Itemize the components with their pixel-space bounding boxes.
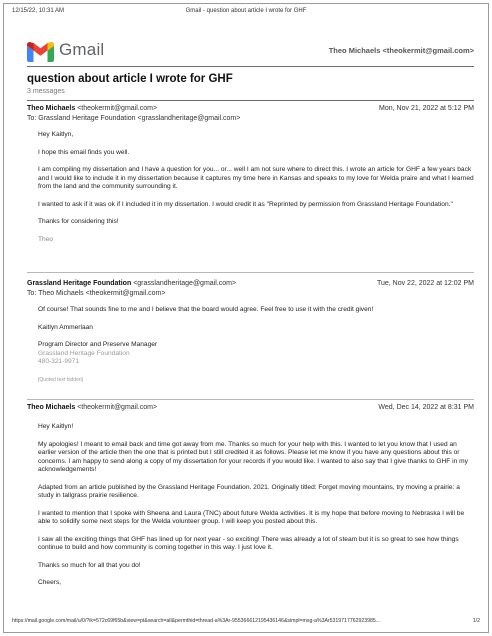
message-date: Wed, Dec 14, 2022 at 8:31 PM: [378, 404, 474, 411]
body-paragraph: Hey Kaitlyn!: [38, 423, 74, 430]
message-1: [27, 105, 474, 253]
body-paragraph: My apologies! I meant to email back and time got away from me. Thanks so much for your help with this. I wanted to let you know that I used an earlier version of the article then the one that is printed but I still credited it as follows. Please let me know if you have any questions about this or concerns. I am happy to send along a copy of my dissertation for your records if you would like. I wanted to also say that I give thanks to GHF in my acknowledgements!: [38, 440, 468, 473]
sender-name: Grassland Heritage Foundation: [27, 280, 132, 287]
body-paragraph: I am compiling my dissertation and I have a question for you... or... well I am not sure where to direct this. I wrote an article for GHF a few years back and I would like to include it in my dissertation because it captures my time here in Kansas and speaks to my love for Welda praire and what I learned from the land and the community surrounding it.: [38, 166, 474, 190]
sender-name: Theo Michaels: [27, 404, 76, 411]
print-datetime: 12/15/22, 10:31 AM: [12, 8, 65, 14]
body-paragraph: I hope this email finds you well.: [38, 148, 130, 156]
message-body: [27, 131, 474, 244]
header-row: [27, 40, 474, 64]
gmail-wordmark: Gmail: [59, 40, 105, 59]
message-header: [27, 404, 474, 413]
signature-title: Program Director and Preserve Manager: [38, 341, 158, 348]
message-date: Mon, Nov 21, 2022 at 5:12 PM: [379, 105, 474, 112]
quoted-text-hidden: [Quoted text hidden]: [38, 376, 84, 383]
body-paragraph: I wanted to ask if it was ok if I included it in my dissertation. I would credit it as "Reprinted by permission from Grassland Heritage Foundation.": [38, 200, 453, 208]
signature-block: [38, 341, 474, 367]
body-paragraph: Cheers,: [38, 579, 62, 586]
message-header: [27, 105, 474, 114]
recipient-line: To: Theo Michaels <theokermit@gmail.com>: [27, 290, 166, 297]
body-paragraph: Of course! That sounds fine to me and I believe that the board would agree. Feel free to use it with the credit given!: [38, 306, 374, 313]
account-label: Theo Michaels <theokermit@gmail.com>: [328, 46, 474, 55]
signature: Theo: [38, 235, 54, 243]
header-divider: [27, 66, 474, 67]
message-divider: [27, 399, 474, 400]
sender-email: <theokermit@gmail.com>: [77, 105, 158, 112]
body-paragraph: I wanted to mention that I spoke with Sheena and Laura (TNC) about future Welda activities. It is my hope that before moving to Nebraska I will be able to solidify some next steps for the Welda volunteer group. I will keep you posted about this.: [38, 509, 465, 525]
message-2: [27, 280, 474, 393]
sender-name: Theo Michaels: [27, 105, 76, 112]
thread-divider: [27, 100, 474, 101]
gmail-logo-icon: [27, 42, 54, 62]
print-url: https://mail.google.com/mail/u/0/?ik=572c69f65b&view=pt&search=all&permthid=thread-a%3Ar-955366612195436146&simpl=msg-a%3Ar5319717762923985...: [12, 618, 381, 624]
body-paragraph: Thanks so much for all that you do!: [38, 561, 141, 569]
body-paragraph: I saw all the exciting things that GHF has lined up for next year - so exciting! There was already a lot of steam but it is so great to see how things continue to build and how community is coming together in this way. I just love it.: [38, 535, 459, 551]
recipient-line: To: Grassland Heritage Foundation <grasslandheritage@gmail.com>: [27, 115, 241, 122]
print-title: Gmail - question about article I wrote for GHF: [185, 8, 307, 14]
signature-phone: 480-321-9971: [38, 358, 80, 365]
gmail-logo: [27, 40, 117, 62]
page-number: 1/2: [469, 618, 480, 624]
print-header: [12, 8, 480, 20]
body-paragraph: Kaitlyn Ammerlaan: [38, 323, 93, 331]
message-header: [27, 280, 474, 289]
sender-email: <grasslandheritage@gmail.com>: [133, 280, 237, 287]
body-paragraph: Adapted from an article published by the Grassland Heritage Foundation. 2021. Originally titled: Forget moving mountains, try moving a prairie: a study in tallgrass prairie resilience.: [38, 483, 460, 499]
message-divider: [27, 272, 474, 273]
message-body: [27, 423, 474, 588]
printed-page: [3, 3, 489, 633]
message-body: [27, 306, 474, 384]
message-date: Tue, Nov 22, 2022 at 12:02 PM: [376, 280, 474, 287]
message-3: [27, 404, 474, 597]
sender-email: <theokermit@gmail.com>: [77, 404, 158, 411]
print-footer: [12, 618, 480, 628]
body-paragraph: Thanks for considering this!: [38, 218, 119, 225]
body-paragraph: Hey Kaitlyn,: [38, 131, 74, 138]
message-count: 3 messages: [27, 88, 65, 95]
signature-org: Grassland Heritage Foundation: [38, 349, 130, 357]
thread-subject: question about article I wrote for GHF: [27, 73, 233, 85]
